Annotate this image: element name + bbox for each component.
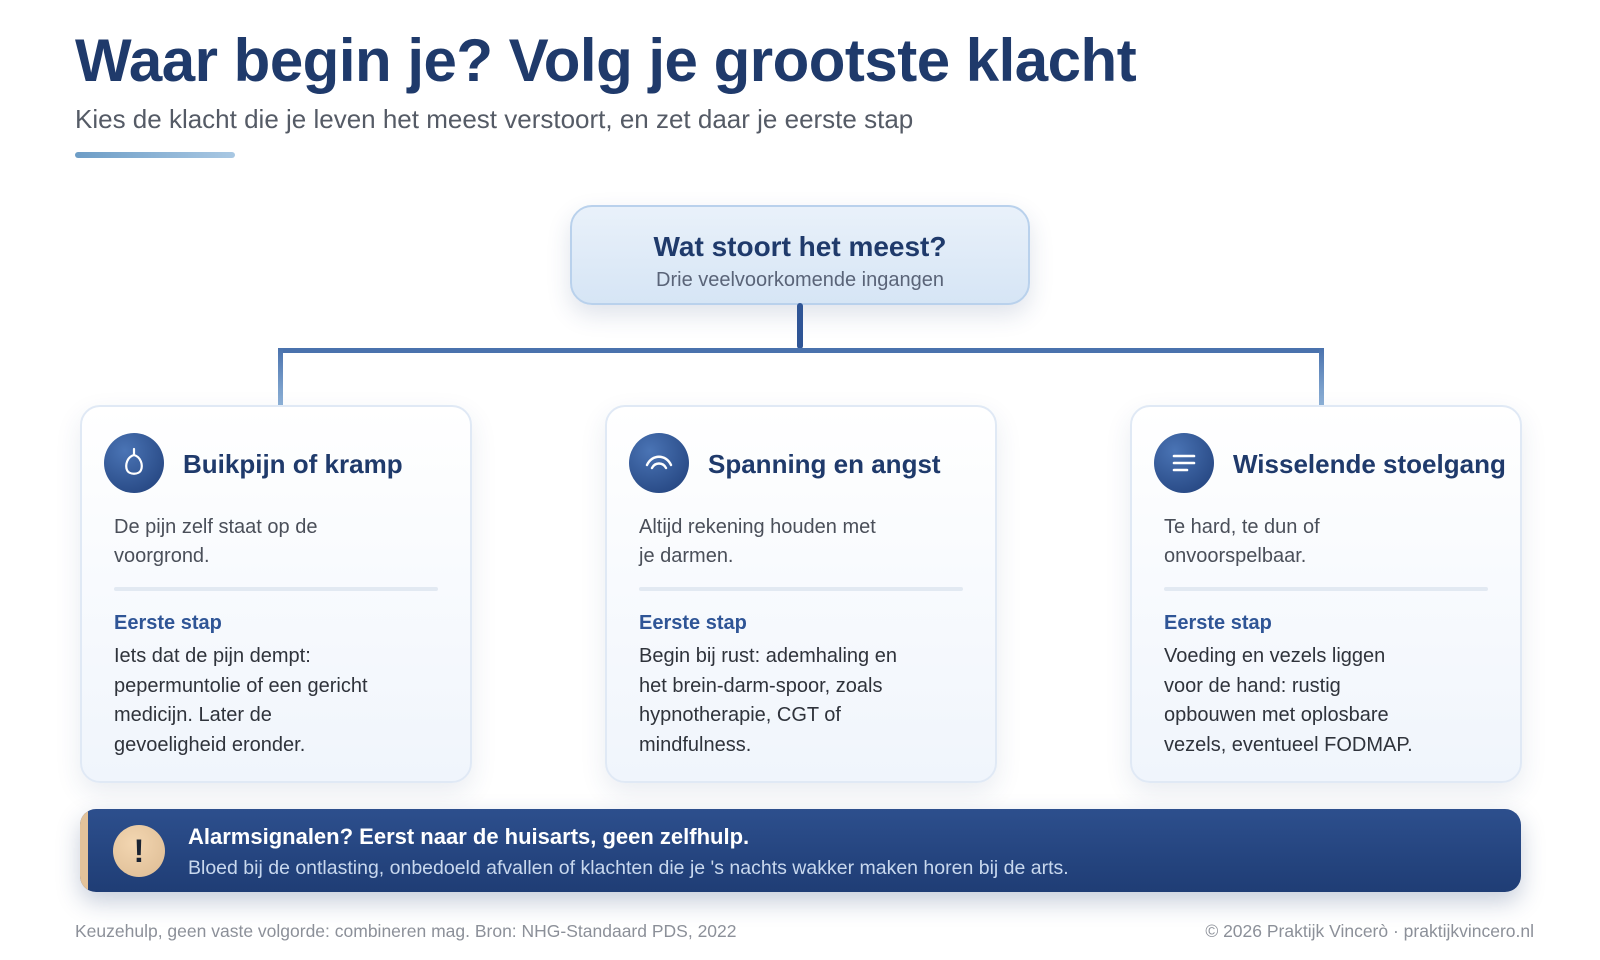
card-divider	[639, 587, 963, 591]
first-step-text: Voeding en vezels liggen voor de hand: rustig opbouwen met oplosbare vezels, eventueel FODMAP.	[1164, 645, 1413, 756]
complaint-card-bowel-habits	[1130, 405, 1522, 783]
card-title: Wisselende stoelgang	[1233, 449, 1506, 479]
root-question-title: Wat stoort het meest?	[653, 231, 947, 262]
card-description: Te hard, te dun of onvoorspelbaar.	[1164, 516, 1320, 567]
complaint-card-tension	[605, 405, 997, 783]
connector-right-branch	[1319, 348, 1324, 406]
card-divider	[1164, 587, 1488, 591]
complaint-card-abdominal-pain	[80, 405, 472, 783]
root-question-subtitle: Drie veelvoorkomende ingangen	[656, 269, 944, 291]
lines-icon	[1154, 433, 1214, 493]
card-description: De pijn zelf staat op de voorgrond.	[114, 516, 318, 567]
alarm-banner	[80, 809, 1521, 892]
first-step-label: Eerste stap	[114, 612, 222, 634]
footer-source-note: Keuzehulp, geen vaste volgorde: combineren mag. Bron: NHG-Standaard PDS, 2022	[75, 921, 737, 941]
exclamation-icon: !	[113, 825, 165, 877]
alarm-title: Alarmsignalen? Eerst naar de huisarts, geen zelfhulp.	[188, 824, 750, 849]
page-subtitle: Kies de klacht die je leven het meest verstoort, en zet daar je eerste stap	[75, 104, 914, 134]
card-title: Spanning en angst	[708, 449, 941, 479]
title-accent-bar	[75, 152, 235, 158]
first-step-label: Eerste stap	[639, 612, 747, 634]
first-step-text: Iets dat de pijn dempt: pepermuntolie of een gericht medicijn. Later de gevoeligheid eronder.	[114, 645, 368, 756]
first-step-label: Eerste stap	[1164, 612, 1272, 634]
root-question-node	[570, 205, 1030, 305]
footer-copyright: © 2026 Praktijk Vincerò · praktijkvincero.nl	[1205, 921, 1534, 941]
card-divider	[114, 587, 438, 591]
abdomen-icon	[104, 433, 164, 493]
card-title: Buikpijn of kramp	[183, 449, 403, 479]
connector-left-branch	[278, 348, 283, 406]
connector-horizontal	[278, 348, 1324, 353]
alarm-text: Bloed bij de ontlasting, onbedoeld afvallen of klachten die je 's nachts wakker maken horen bij de arts.	[188, 857, 1069, 879]
tension-icon	[629, 433, 689, 493]
connector-stem	[797, 303, 803, 349]
alarm-stripe	[80, 809, 88, 892]
page-title: Waar begin je? Volg je grootste klacht	[75, 27, 1137, 94]
card-description: Altijd rekening houden met je darmen.	[639, 516, 876, 567]
first-step-text: Begin bij rust: ademhaling en het brein-darm-spoor, zoals hypnotherapie, CGT of mindfulness.	[639, 645, 897, 756]
